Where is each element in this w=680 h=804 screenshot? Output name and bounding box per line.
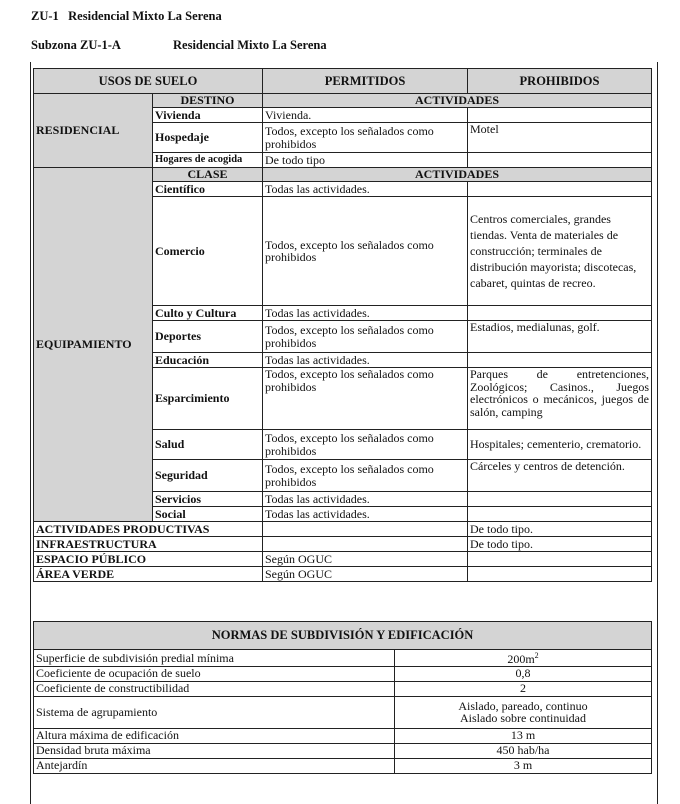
prohibited-cell	[468, 108, 652, 123]
subzone-code: Subzona ZU-1-A	[31, 38, 121, 52]
table-row	[34, 537, 652, 552]
norm-value: 2	[395, 681, 652, 696]
use-name: Comercio	[153, 197, 263, 306]
use-name: ACTIVIDADES PRODUCTIVAS	[34, 522, 263, 537]
table-row	[34, 650, 652, 667]
norms-title: NORMAS DE SUBDIVISIÓN Y EDIFICACIÓN	[34, 622, 652, 650]
subzone-title	[31, 38, 327, 53]
prohibited-cell	[468, 567, 652, 582]
permitted-cell: Todas las actividades.	[263, 182, 468, 197]
prohibited-cell	[468, 492, 652, 507]
table-row	[34, 522, 652, 537]
use-name: Vivienda	[153, 108, 263, 123]
use-name: Servicios	[153, 492, 263, 507]
use-name: Científico	[153, 182, 263, 197]
table-row	[34, 758, 652, 773]
equipamiento-subheader-row	[34, 168, 652, 182]
table-row	[34, 552, 652, 567]
table-row	[34, 666, 652, 681]
norm-label: Densidad bruta máxima	[34, 743, 395, 758]
norms-header-row	[34, 622, 652, 650]
prohibited-cell	[468, 306, 652, 321]
use-name: Deportes	[153, 321, 263, 353]
prohibited-cell	[468, 353, 652, 368]
norm-label: Superficie de subdivisión predial mínima	[34, 650, 395, 667]
table-row	[34, 696, 652, 728]
norm-value	[395, 696, 652, 728]
norm-value: 13 m	[395, 728, 652, 743]
equipamiento-label: EQUIPAMIENTO	[34, 168, 153, 522]
permitted-cell: Todos, excepto los señalados como prohibidos	[263, 123, 468, 153]
prohibited-cell	[468, 182, 652, 197]
permitted-cell: Todas las actividades.	[263, 353, 468, 368]
land-use-table	[33, 68, 652, 582]
prohibited-cell	[468, 153, 652, 168]
permitted-cell	[263, 537, 468, 552]
permitted-cell: Vivienda.	[263, 108, 468, 123]
norm-value-superscript: 2	[534, 651, 539, 660]
permitted-cell: Todas las actividades.	[263, 306, 468, 321]
use-name: Social	[153, 507, 263, 522]
prohibited-cell: De todo tipo.	[468, 522, 652, 537]
equipamiento-activities-header: ACTIVIDADES	[263, 168, 652, 182]
use-name: Hogares de acogida	[153, 153, 263, 168]
permitted-cell: Todas las actividades.	[263, 492, 468, 507]
norm-value-text: 200m	[507, 652, 535, 666]
permitted-cell: Todos, excepto los señalados como prohibidos	[263, 430, 468, 460]
norm-label: Antejardín	[34, 758, 395, 773]
subzone-name: Residencial Mixto La Serena	[173, 38, 327, 52]
zone-title	[31, 9, 222, 24]
residencial-subheader-row	[34, 94, 652, 108]
use-name: Hospedaje	[153, 123, 263, 153]
residencial-label: RESIDENCIAL	[34, 94, 153, 168]
use-name: Culto y Cultura	[153, 306, 263, 321]
permitted-cell: Según OGUC	[263, 567, 468, 582]
norm-value-line-2: Aislado sobre continuidad	[460, 711, 586, 725]
table-row	[34, 567, 652, 582]
prohibited-cell: Centros comerciales, grandes tiendas. Venta de materiales de construcción; terminales de distribución mayorista; discotecas, cabaret, quintas de recreo.	[468, 197, 652, 306]
use-name: ESPACIO PÚBLICO	[34, 552, 263, 567]
prohibited-cell: Cárceles y centros de detención.	[468, 460, 652, 492]
use-name: ÁREA VERDE	[34, 567, 263, 582]
norm-label: Altura máxima de edificación	[34, 728, 395, 743]
use-name: INFRAESTRUCTURA	[34, 537, 263, 552]
norm-value: 450 hab/ha	[395, 743, 652, 758]
permitted-cell: Todos, excepto los señalados como prohibidos	[263, 460, 468, 492]
table-row	[34, 728, 652, 743]
permitted-cell: Según OGUC	[263, 552, 468, 567]
permitted-cell: Todos, excepto los señalados como prohibidos	[263, 368, 468, 430]
permitted-cell: Todas las actividades.	[263, 507, 468, 522]
residencial-activities-header: ACTIVIDADES	[263, 94, 652, 108]
permitted-cell	[263, 522, 468, 537]
prohibited-cell: Estadios, medialunas, golf.	[468, 321, 652, 353]
norm-value: 0,8	[395, 666, 652, 681]
norm-label: Coeficiente de ocupación de suelo	[34, 666, 395, 681]
norms-table	[33, 621, 652, 774]
zone-code: ZU-1	[31, 9, 59, 23]
land-use-header-row	[34, 69, 652, 94]
table-row	[34, 743, 652, 758]
prohibidos-header: PROHIBIDOS	[468, 69, 652, 94]
permitted-cell: Todos, excepto los señalados como prohibidos	[263, 321, 468, 353]
usos-header: USOS DE SUELO	[34, 69, 263, 94]
use-name: Esparcimiento	[153, 368, 263, 430]
destino-header: DESTINO	[153, 94, 263, 108]
permitted-cell: De todo tipo	[263, 153, 468, 168]
norm-value	[395, 650, 652, 667]
prohibited-cell: Motel	[468, 123, 652, 153]
use-name: Salud	[153, 430, 263, 460]
table-row	[34, 681, 652, 696]
prohibited-cell	[468, 507, 652, 522]
norm-label: Coeficiente de constructibilidad	[34, 681, 395, 696]
prohibited-cell	[468, 552, 652, 567]
clase-header: CLASE	[153, 168, 263, 182]
permitted-cell: Todos, excepto los señalados como prohibidos	[263, 197, 468, 306]
norm-label: Sistema de agrupamiento	[34, 696, 395, 728]
use-name: Educación	[153, 353, 263, 368]
zone-name: Residencial Mixto La Serena	[68, 9, 222, 23]
norm-value-line-1: Aislado, pareado, continuo	[458, 698, 588, 713]
use-name: Seguridad	[153, 460, 263, 492]
norm-value: 3 m	[395, 758, 652, 773]
prohibited-cell: Hospitales; cementerio, crematorio.	[468, 430, 652, 460]
prohibited-cell: Parques de entretenciones, Zoológicos; Casinos., Juegos electrónicos o mecánicos, juegos de salón, camping	[468, 368, 652, 430]
prohibited-cell: De todo tipo.	[468, 537, 652, 552]
permitidos-header: PERMITIDOS	[263, 69, 468, 94]
